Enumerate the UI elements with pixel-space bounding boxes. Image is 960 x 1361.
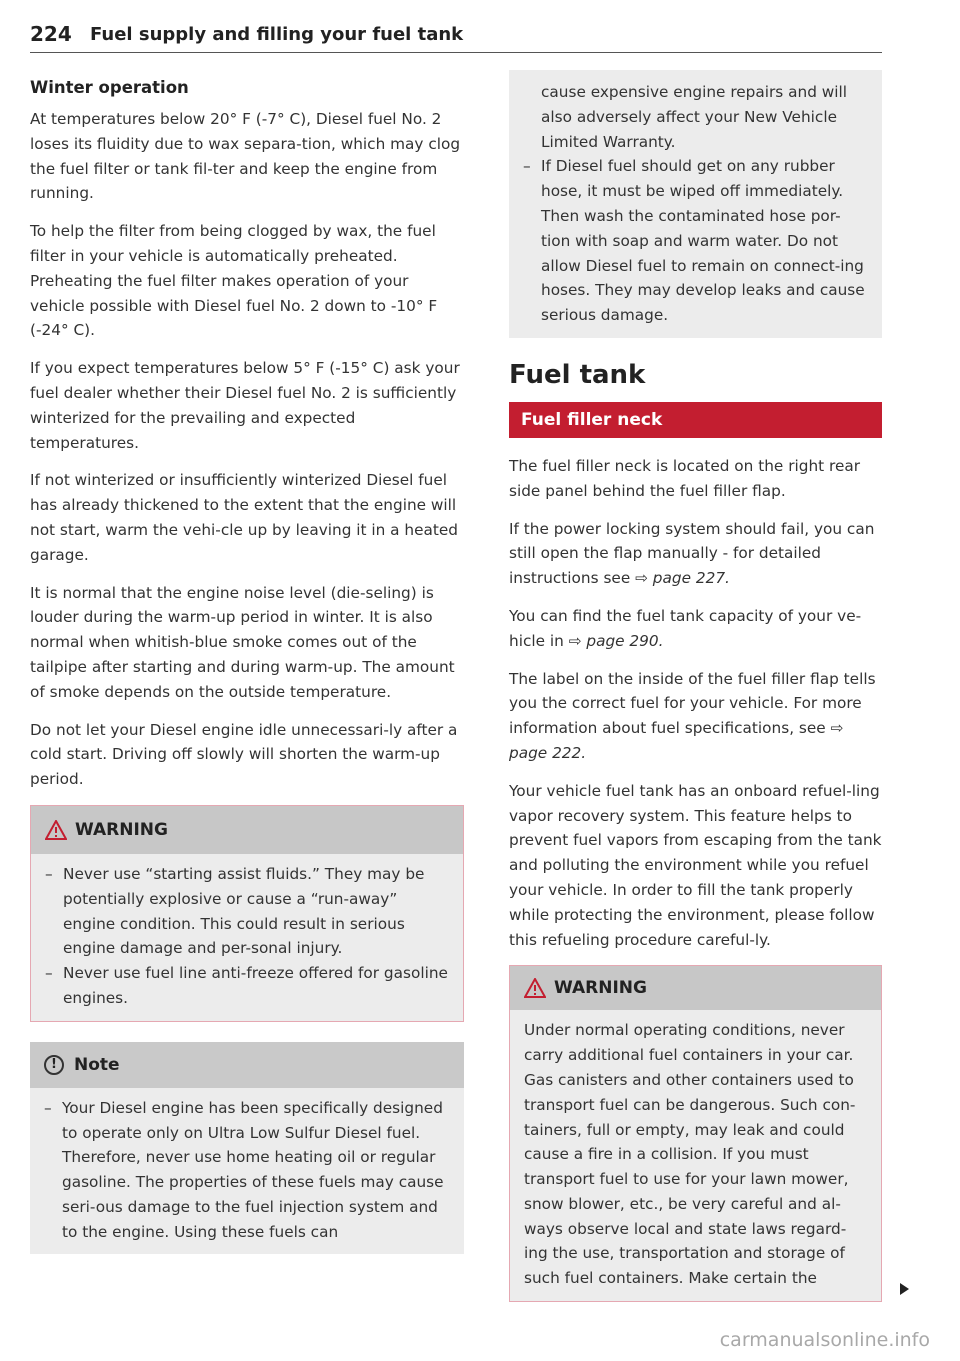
paragraph: You can find the fuel tank capacity of your ve-hicle in ⇨ page 290. — [509, 606, 862, 650]
warning-title: WARNING — [554, 978, 647, 999]
paragraph: The label on the inside of the fuel filler flap tells you the correct fuel for your vehicle. For more information about fuel specifications, see ⇨ page 222. — [509, 669, 876, 762]
note-header — [30, 1042, 464, 1088]
section-title: Fuel supply and filling your fuel tank — [90, 24, 464, 45]
paragraph: At temperatures below 20° F (-7° C), Diesel fuel No. 2 loses its fluidity due to wax separa-tion, which may clog the fuel filter or tank fil-ter and keep the engine from running. — [30, 110, 461, 203]
paragraph: Do not let your Diesel engine idle unnecessari-ly after a cold start. Driving off slowly will shorten the warm-up period. — [30, 720, 458, 789]
paragraph: If the power locking system should fail, you can still open the flap manually - for detailed instructions see ⇨ page 227. — [509, 519, 875, 588]
note-continued-box — [509, 70, 882, 338]
note-box — [30, 1042, 464, 1255]
paragraph: To help the filter from being clogged by wax, the fuel filter in your vehicle is automatically preheated. Preheating the fuel filter makes operation of your vehicle possible with Diesel fuel No. 2 down to -10° F (-24° C). — [30, 222, 438, 340]
warning-text: Under normal operating conditions, never carry additional fuel containers in your car. Gas canisters and other containers used to transport fuel can be dangerous. Such con-tainers, full or empty, may leak and could cause a fire in a collision. If you must transport fuel to use for your lawn mower, snow blower, etc., be very careful and al-ways observe local and state laws regard-ing the use, transportation and storage of such fuel containers. Make certain the — [524, 1021, 856, 1288]
warning-header — [31, 806, 463, 854]
paragraph: Your vehicle fuel tank has an onboard refuel-ling vapor recovery system. This feature helps to prevent fuel vapors from escaping from the tank and polluting the environment while you refuel your vehicle. In order to fill the tank properly while protecting the environment, please follow this refueling procedure careful-ly. — [509, 781, 882, 949]
paragraph: If you expect temperatures below 5° F (-15° C) ask your fuel dealer whether their Diesel fuel No. 2 is sufficiently winterized for the prevailing and expected temperatures. — [30, 359, 460, 452]
winter-operation-heading: Winter operation — [30, 78, 189, 97]
paragraph: The fuel filler neck is located on the right rear side panel behind the fuel filler flap. — [509, 456, 861, 500]
page-number: 224 — [30, 22, 72, 46]
watermark: carmanualsonline.info — [719, 1329, 930, 1351]
warning-triangle-icon — [45, 820, 67, 840]
page-link[interactable]: ⇨ page 290. — [568, 631, 664, 650]
paragraph: If not winterized or insufficiently winterized Diesel fuel has already thickened to the extent that the engine will not start, warm the vehi-cle up by leaving it in a heated garage. — [30, 471, 459, 564]
right-column — [509, 70, 882, 1302]
page-link[interactable]: ⇨ page 227. — [635, 569, 730, 588]
page-link[interactable]: ⇨ page 222. — [509, 719, 844, 762]
page-header — [30, 22, 882, 53]
left-column — [30, 70, 464, 1254]
continue-arrow-icon — [900, 1283, 909, 1295]
warning-triangle-icon — [524, 978, 546, 998]
info-circle-icon: ! — [44, 1055, 64, 1075]
warning-item: – Never use fuel line anti-freeze offered for gasoline engines. — [45, 961, 449, 1011]
warning-box — [30, 805, 464, 1022]
warning-header — [510, 966, 881, 1010]
warning-item: – Never use “starting assist fluids.” They may be potentially explosive or cause a “run-away” engine condition. This could result in serious engine damage and per-sonal injury. — [45, 862, 449, 961]
warning-title: WARNING — [75, 819, 168, 840]
note-item: – If Diesel fuel should get on any rubber hose, it must be wiped off immediately. Then wash the contaminated hose por-tion with soap and warm water. Do not allow Diesel fuel to remain on connect-ing hoses. They may develop leaks and cause serious damage. — [523, 154, 868, 328]
fuel-tank-heading: Fuel tank — [509, 359, 646, 390]
note-title: Note — [74, 1054, 120, 1075]
warning-box — [509, 965, 882, 1302]
note-continued-text: cause expensive engine repairs and will also adversely affect your New Vehicle Limited Warranty. — [541, 83, 848, 151]
note-item: – Your Diesel engine has been specifically designed to operate only on Ultra Low Sulfur Diesel fuel. Therefore, never use home heating oil or regular gasoline. The properties of these fuels may cause seri-ous damage to the fuel injection system and to the engine. Using these fuels can — [44, 1096, 450, 1245]
fuel-filler-neck-heading: Fuel filler neck — [509, 402, 882, 438]
paragraph: It is normal that the engine noise level (die-seling) is louder during the warm-up period in winter. It is also normal when whitish-blue smoke comes out of the tailpipe after starting and during warm-up. The amount of smoke depends on the outside temperature. — [30, 583, 455, 701]
